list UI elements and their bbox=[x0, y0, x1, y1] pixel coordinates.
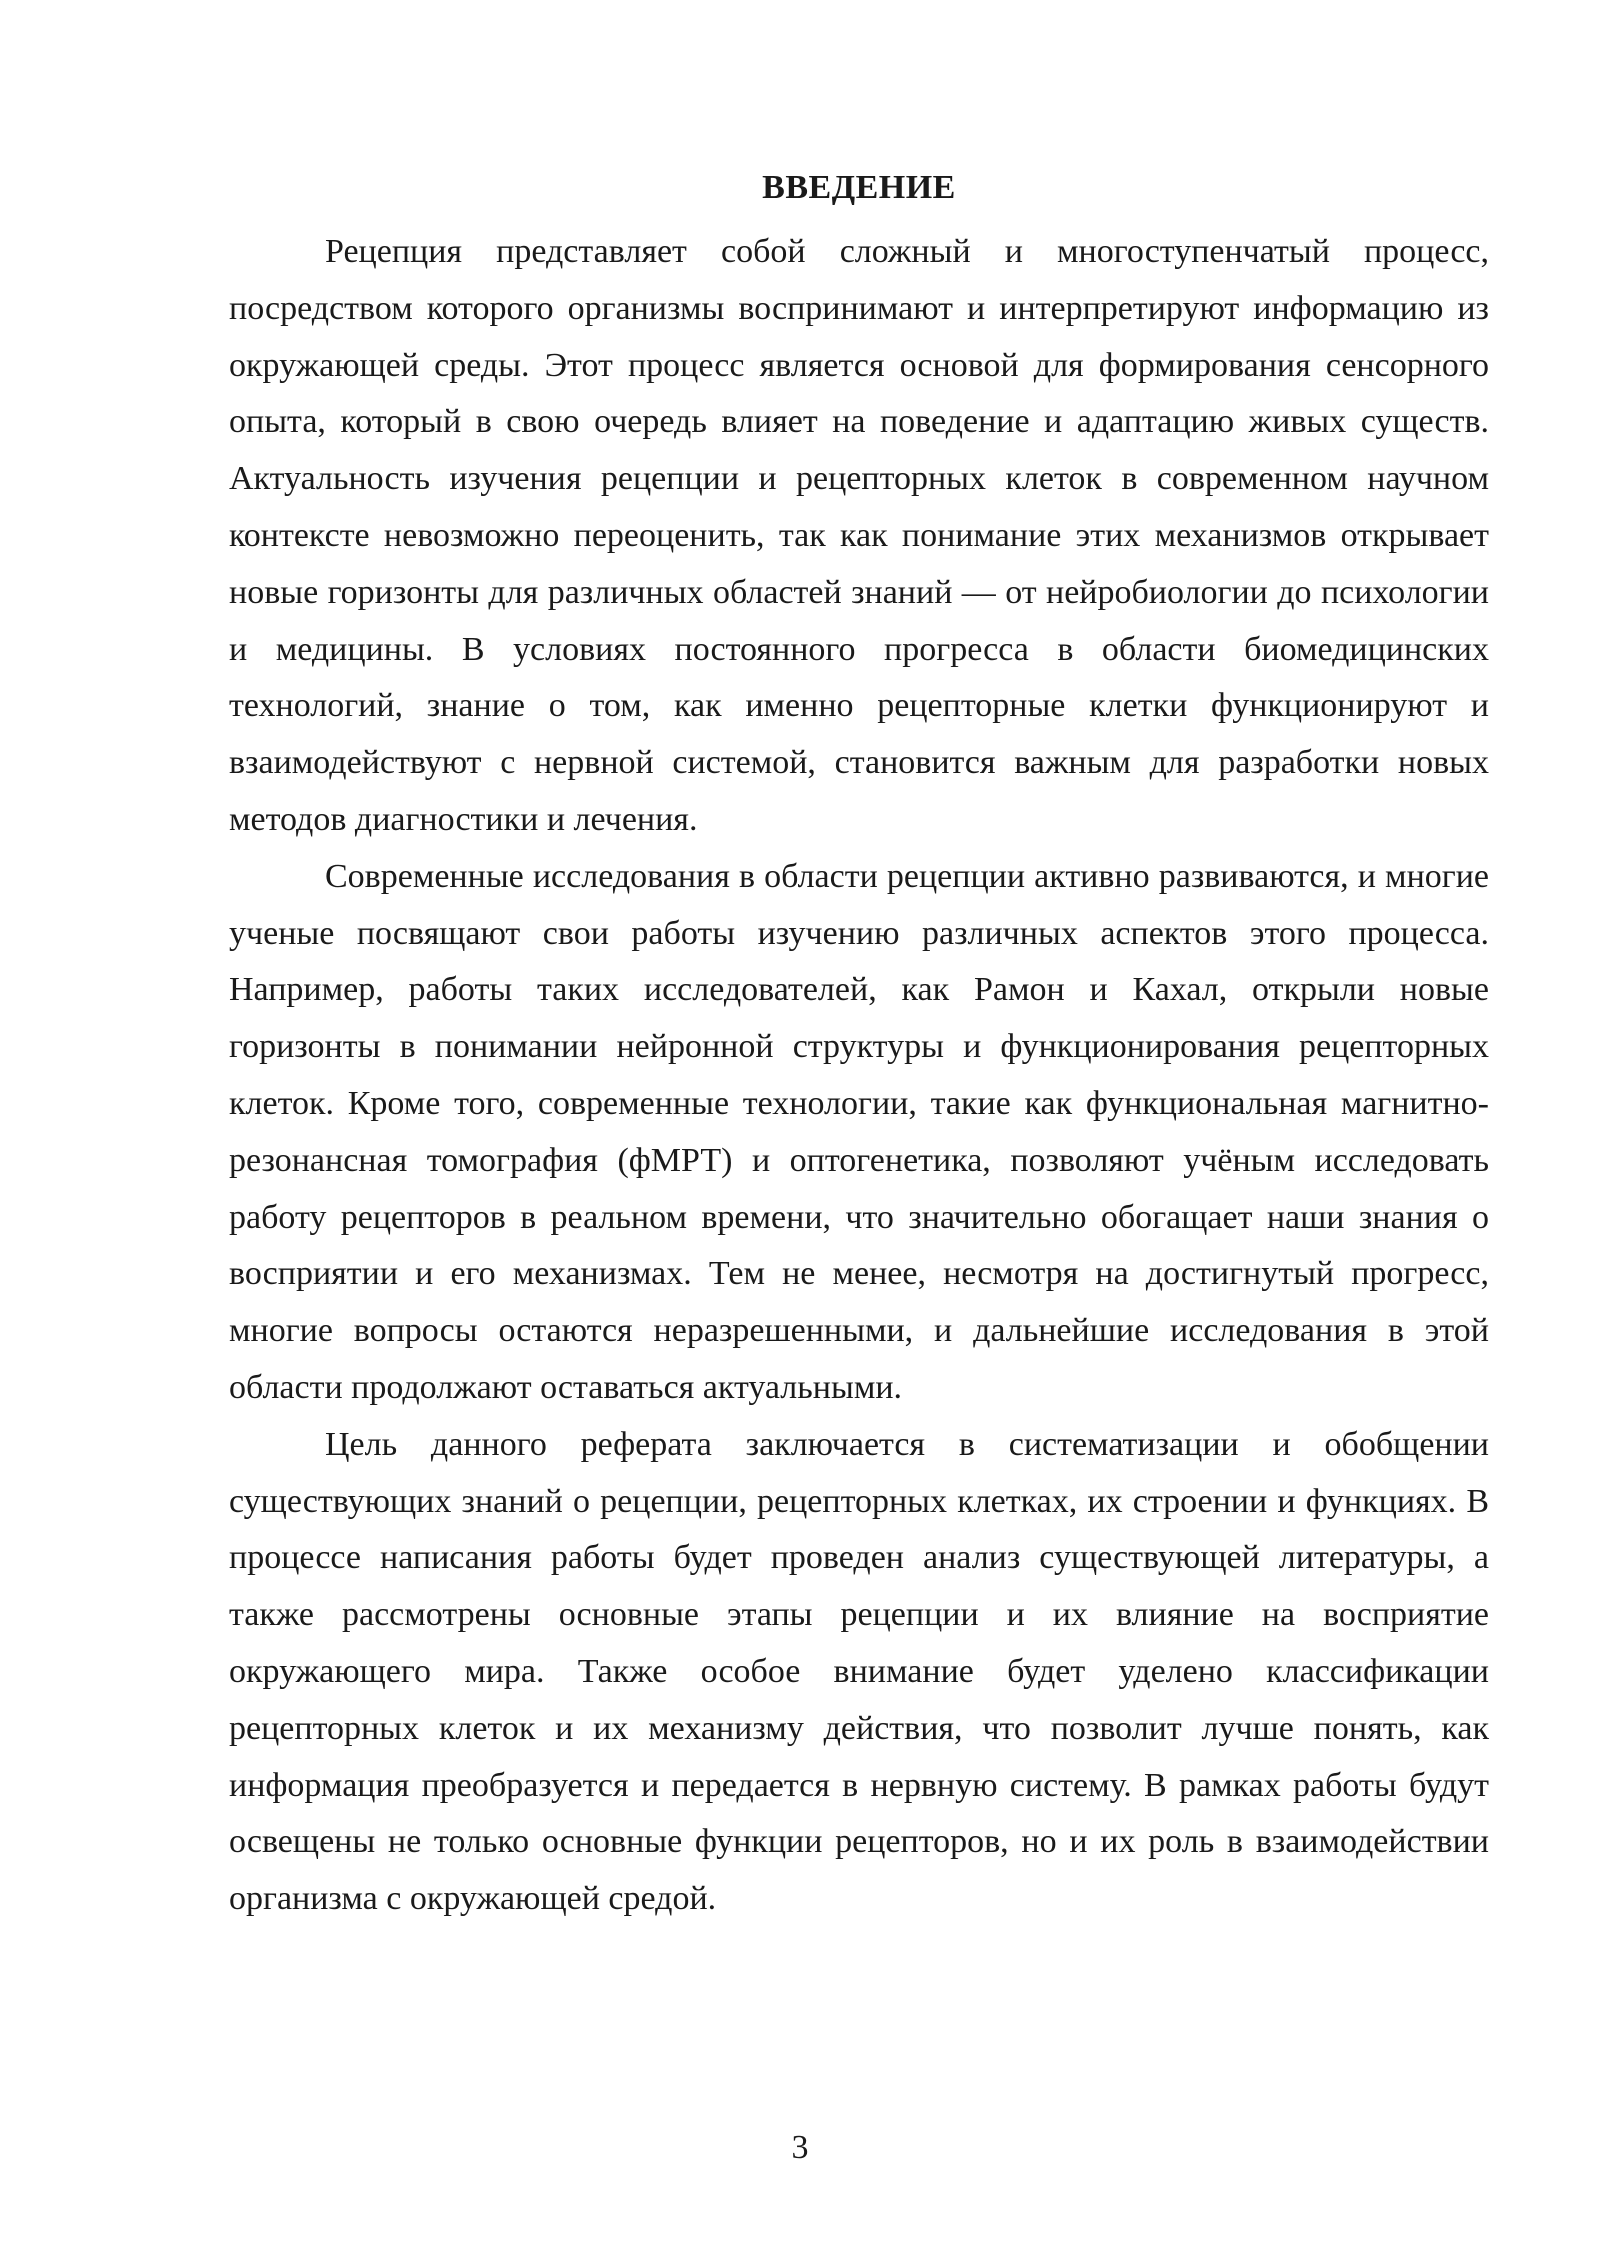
page-content bbox=[229, 160, 1489, 1928]
paragraph-1: Рецепция представляет собой сложный и многоступенчатый процесс, посредством которого организмы воспринимают и интерпретируют информацию из окружающей среды. Этот процесс является основой для формирования сенсорного опыта, который в свою очередь влияет на поведение и адаптацию живых существ. Актуальность изучения рецепции и рецепторных клеток в современном научном контексте невозможно переоценить, так как понимание этих механизмов открывает новые горизонты для различных областей знаний — от нейробиологии до психологии и медицины. В условиях постоянного прогресса в области биомедицинских технологий, знание о том, как именно рецепторные клетки функционируют и взаимодействуют с нервной системой, становится важным для разработки новых методов диагностики и лечения. bbox=[229, 233, 1489, 838]
paragraph-3: Цель данного реферата заключается в систематизации и обобщении существующих знаний о рецепции, рецепторных клетках, их строении и функциях. В процессе написания работы будет проведен анализ существующей литературы, а также рассмотрены основные этапы рецепции и их влияние на восприятие окружающего мира. Также особое внимание будет уделено классификации рецепторных клеток и их механизму действия, что позволит лучше понять, как информация преобразуется и передается в нервную систему. В рамках работы будут освещены не только основные функции рецепторов, но и их роль в взаимодействии организма с окружающей средой. bbox=[229, 1425, 1489, 1918]
section-heading: ВВЕДЕНИЕ bbox=[762, 169, 956, 206]
paragraph-2: Современные исследования в области рецепции активно развиваются, и многие ученые посвящают свои работы изучению различных аспектов этого процесса. Например, работы таких исследователей, как Рамон и Кахал, открыли новые горизонты в понимании нейронной структуры и функционирования рецепторных клеток. Кроме того, современные технологии, такие как функциональная магнитно-резонансная томография (фМРТ) и оптогенетика, позволяют учёным исследовать работу рецепторов в реальном времени, что значительно обогащает наши знания о восприятии и его механизмах. Тем не менее, несмотря на достигнутый прогресс, многие вопросы остаются неразрешенными, и дальнейшие исследования в этой области продолжают оставаться актуальными. bbox=[229, 857, 1489, 1406]
page-number: 3 bbox=[791, 2129, 809, 2166]
